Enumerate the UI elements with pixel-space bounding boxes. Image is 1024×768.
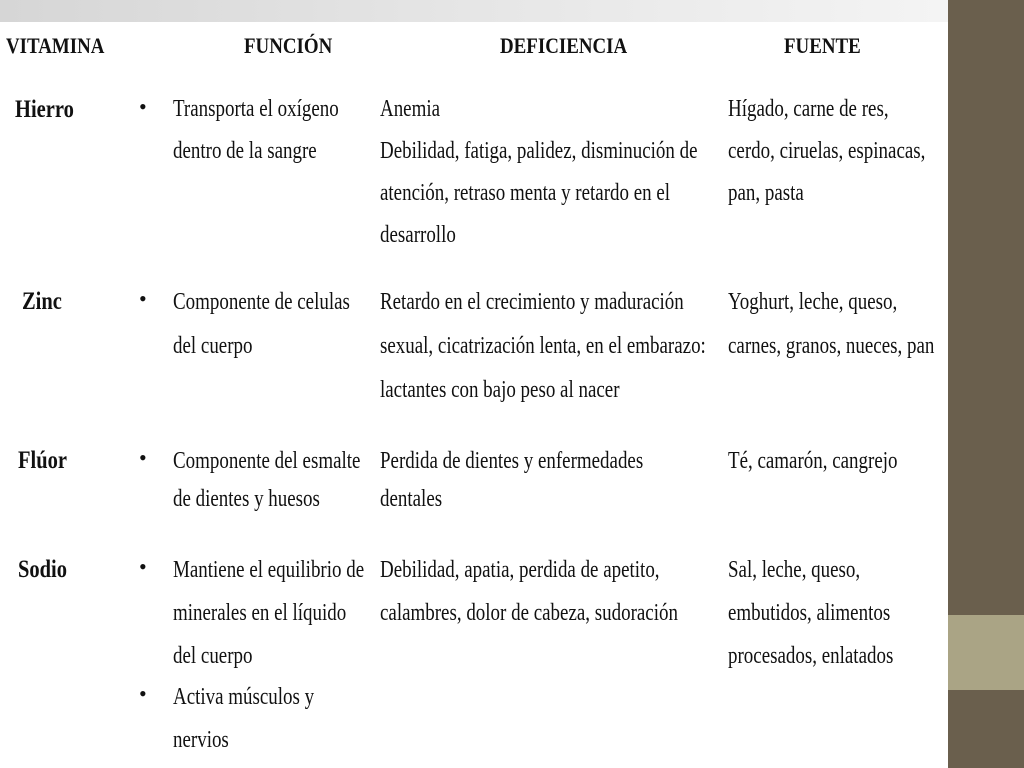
fuente-line: Té, camarón, cangrejo — [728, 448, 898, 474]
funcion-line: Activa músculos y — [173, 684, 315, 710]
bullet: • — [139, 681, 147, 706]
funcion-line: del cuerpo — [173, 643, 253, 669]
funcion-line: nervios — [173, 727, 229, 753]
deficiencia-line: atención, retraso menta y retardo en el — [380, 180, 671, 206]
funcion-line: de dientes y huesos — [173, 486, 320, 512]
deficiencia-line: desarrollo — [380, 222, 456, 248]
fuente-line: carnes, granos, nueces, pan — [728, 333, 935, 359]
funcion-line: dentro de la sangre — [173, 138, 317, 164]
bullet: • — [139, 445, 147, 470]
fuente-line: cerdo, ciruelas, espinacas, — [728, 138, 926, 164]
row-name-hierro: Hierro — [15, 96, 74, 123]
fuente-line: Hígado, carne de res, — [728, 96, 889, 122]
row-name-sodio: Sodio — [18, 556, 68, 583]
header-funcion: FUNCIÓN — [244, 33, 333, 58]
funcion-line: Componente del esmalte — [173, 448, 361, 474]
row-name-fluor: Flúor — [18, 447, 67, 474]
deficiencia-line: Debilidad, fatiga, palidez, disminución de — [380, 138, 698, 164]
deficiencia-line: dentales — [380, 486, 443, 512]
deficiencia-line: Debilidad, apatia, perdida de apetito, — [380, 557, 660, 583]
fuente-line: embutidos, alimentos — [728, 600, 891, 626]
deficiencia-line: sexual, cicatrización lenta, en el embarazo: — [380, 333, 706, 359]
fuente-line: Yoghurt, leche, queso, — [728, 289, 898, 315]
funcion-line: Mantiene el equilibrio de — [173, 557, 365, 583]
bullet: • — [139, 94, 147, 119]
funcion-line: minerales en el líquido — [173, 600, 347, 626]
deficiencia-line: Retardo en el crecimiento y maduración — [380, 289, 684, 315]
header-fuente: FUENTE — [784, 33, 861, 58]
fuente-line: Sal, leche, queso, — [728, 557, 861, 583]
bullet: • — [139, 554, 147, 579]
top-shade — [0, 0, 948, 22]
deficiencia-line: lactantes con bajo peso al nacer — [380, 377, 620, 403]
row-name-zinc: Zinc — [22, 288, 62, 315]
side-accent — [948, 615, 1024, 690]
header-deficiencia: DEFICIENCIA — [500, 33, 628, 58]
bullet: • — [139, 286, 147, 311]
funcion-line: Componente de celulas — [173, 289, 350, 315]
header-vitamina: VITAMINA — [6, 33, 105, 58]
fuente-line: pan, pasta — [728, 180, 804, 206]
deficiencia-line: Perdida de dientes y enfermedades — [380, 448, 644, 474]
deficiencia-line: calambres, dolor de cabeza, sudoración — [380, 600, 678, 626]
funcion-line: del cuerpo — [173, 333, 253, 359]
funcion-line: Transporta el oxígeno — [173, 96, 339, 122]
deficiencia-line: Anemia — [380, 96, 441, 122]
fuente-line: procesados, enlatados — [728, 643, 894, 669]
